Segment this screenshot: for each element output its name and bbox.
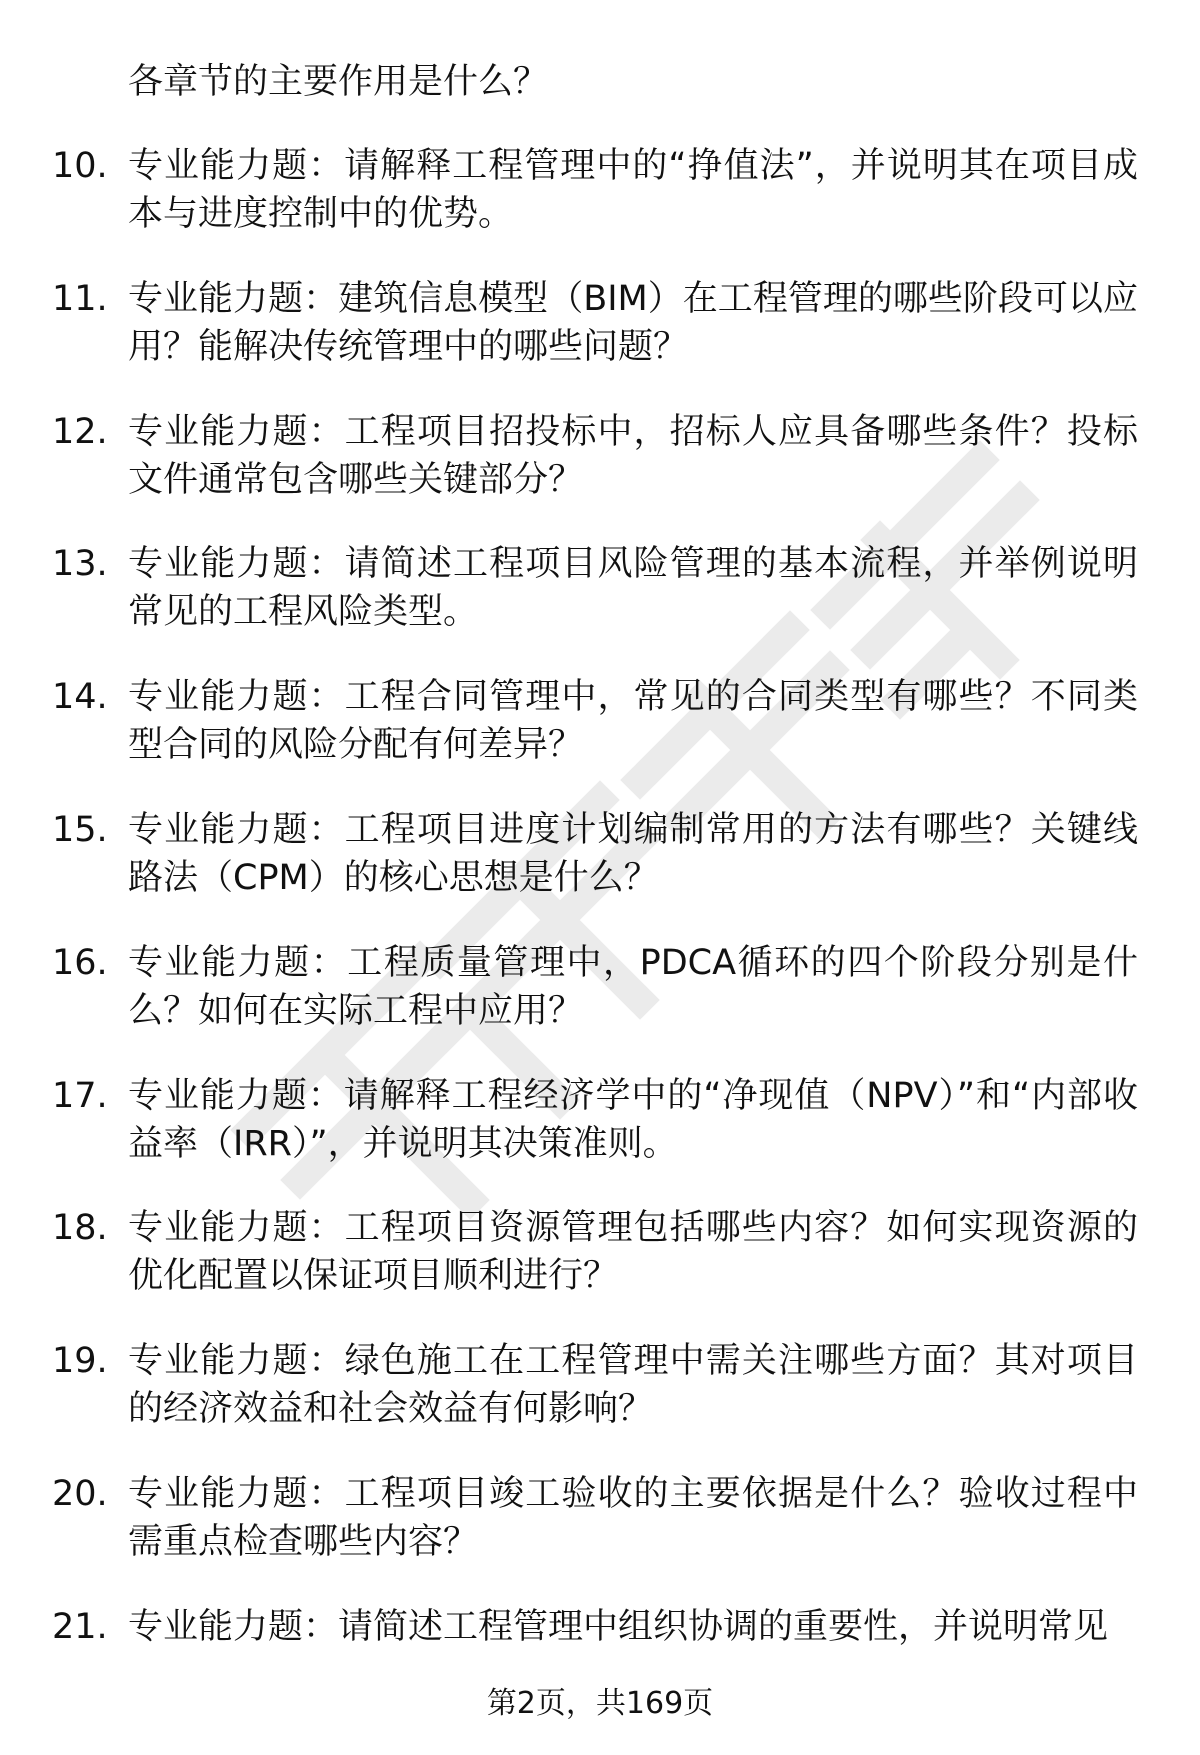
list-item [0,1337,1200,1430]
list-item [0,1470,1200,1562]
question-number: 19. [52,1341,108,1382]
question-number: 13. [52,544,108,585]
question-number: 15. [52,809,108,850]
list-item [0,142,1200,234]
question-number: 12. [52,411,108,452]
question-number: 10. [52,146,108,186]
question-text: 专业能力题：工程合同管理中，常见的合同类型有哪些？不同类型合同的风险分配有何差异？ [128,677,1138,766]
list-item [0,1603,1200,1692]
question-text: 专业能力题：请简述工程项目风险管理的基本流程，并举例说明常见的工程风险类型。 [128,544,1138,633]
page-footer: 第2页，共169页 [486,1686,714,1721]
question-number: 16. [52,942,108,983]
question-number: 21. [52,1606,108,1647]
question-text: 专业能力题：建筑信息模型（BIM）在工程管理的哪些阶段可以应用？能解决传统管理中的哪些问题？ [128,278,1138,367]
list-item [0,939,1200,1031]
question-number: 18. [52,1208,108,1249]
question-number: 14. [52,677,108,718]
list-item [0,275,1200,367]
question-text: 专业能力题：请简述工程管理中组织协调的重要性，并说明常见 [128,1606,1109,1647]
question-text: 专业能力题：工程项目招投标中，招标人应具备哪些条件？投标文件通常包含哪些关键部分？ [128,411,1138,500]
question-text: 专业能力题：请解释工程管理中的“挣值法”，并说明其在项目成本与进度控制中的优势。 [128,146,1138,234]
list-item [0,673,1200,766]
list-item [0,806,1200,898]
question-text: 专业能力题：绿色施工在工程管理中需关注哪些方面？其对项目的经济效益和社会效益有何影响？ [128,1341,1138,1430]
question-text: 专业能力题：工程质量管理中，PDCA循环的四个阶段分别是什么？如何在实际工程中应用？ [128,942,1138,1031]
question-text: 专业能力题：请解释工程经济学中的“净现值（NPV）”和“内部收益率（IRR）”，并说明其决策准则。 [128,1075,1138,1164]
question-text: 专业能力题：工程项目资源管理包括哪些内容？如何实现资源的优化配置以保证项目顺利进行？ [128,1208,1138,1297]
list-item [0,540,1200,633]
list-item [0,1204,1200,1297]
question-text: 专业能力题：工程项目竣工验收的主要依据是什么？验收过程中需重点检查哪些内容？ [128,1473,1138,1562]
question-list [0,142,1200,1692]
question-number: 20. [52,1473,108,1514]
continued-question-text: 各章节的主要作用是什么？ [128,62,549,102]
question-text: 专业能力题：工程项目进度计划编制常用的方法有哪些？关键线路法（CPM）的核心思想是什么？ [128,809,1138,898]
list-item [0,408,1200,500]
question-number: 11. [52,278,108,319]
list-item [0,1072,1200,1164]
question-number: 17. [52,1075,108,1116]
